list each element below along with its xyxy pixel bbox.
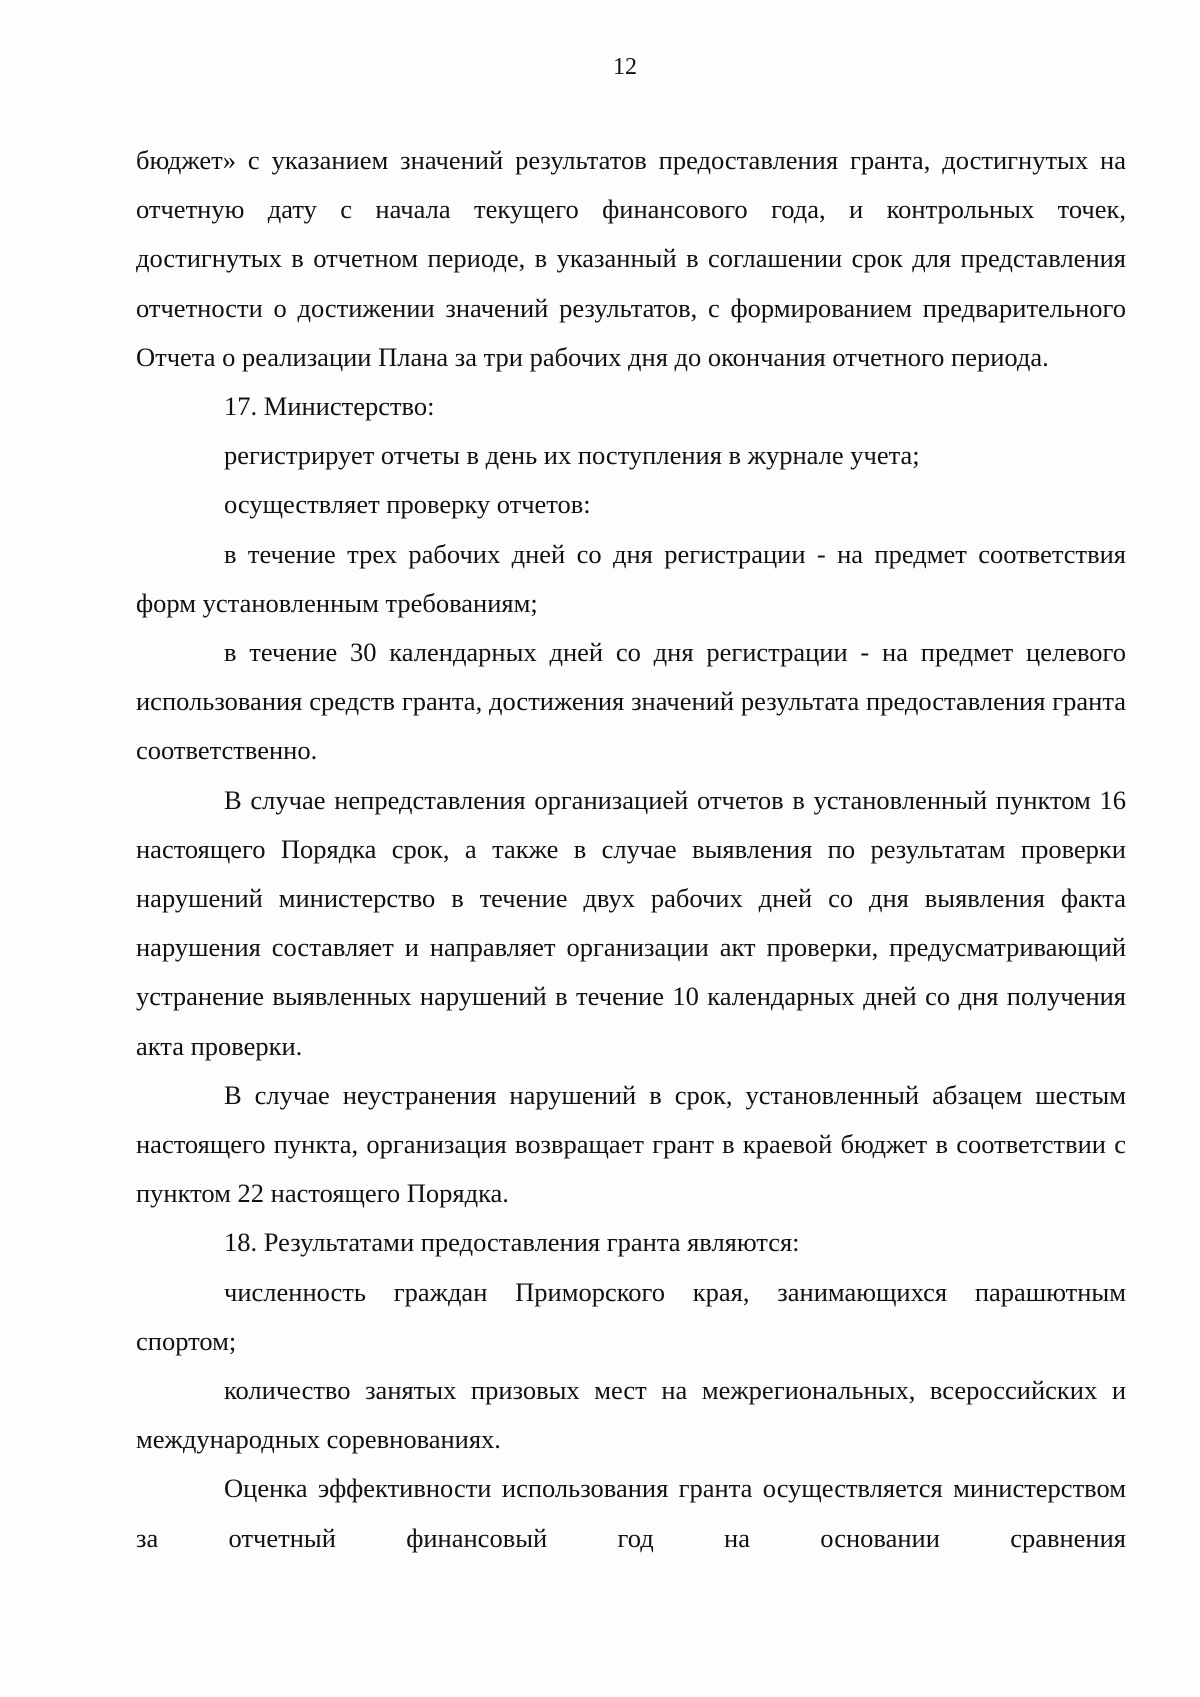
document-body bbox=[136, 136, 1126, 1563]
paragraph-continuation: бюджет» с указанием значений результатов предоставления гранта, достигнутых на отчетную дату с начала текущего финансового года, и контрольных точек, достигнутых в отчетном периоде, в указанный в соглашении срок для представления отчетности о достижении значений результатов, с формированием предварительного Отчета о реализации Плана за три рабочих дня до окончания отчетного периода. bbox=[136, 145, 1126, 372]
paragraph-17-heading: 17. Министерство: bbox=[224, 391, 435, 422]
page-number: 12 bbox=[613, 54, 637, 80]
paragraph-efficiency-assessment: Оценка эффективности использования гранта осуществляется министерством за отчетный финансовый год на основании сравнения bbox=[136, 1473, 1126, 1553]
paragraph-checks-reports: осуществляет проверку отчетов: bbox=[224, 489, 591, 520]
paragraph-thirty-days: в течение 30 календарных дней со дня регистрации - на предмет целевого использования средств гранта, достижения значений результата предоставления гранта соответственно. bbox=[136, 637, 1126, 766]
paragraph-three-days: в течение трех рабочих дней со дня регистрации - на предмет соответствия форм установленным требованиям; bbox=[136, 538, 1126, 618]
paragraph-18-heading: 18. Результатами предоставления гранта являются: bbox=[224, 1227, 800, 1258]
paragraph-non-submission: В случае непредставления организацией отчетов в установленный пунктом 16 настоящего Порядка срок, а также в случае выявления по результатам проверки нарушений министерство в течение двух рабочих дней со дня выявления факта нарушения составляет и направляет организации акт проверки, предусматривающий устранение выявленных нарушений в течение 10 календарных дней со дня получения акта проверки. bbox=[136, 784, 1126, 1061]
paragraph-registers-reports: регистрирует отчеты в день их поступления в журнале учета; bbox=[224, 440, 920, 471]
paragraph-prize-places: количество занятых призовых мест на межрегиональных, всероссийских и международных соревнованиях. bbox=[136, 1375, 1126, 1455]
paragraph-citizens-count: численность граждан Приморского края, занимающихся парашютным спортом; bbox=[136, 1276, 1126, 1356]
paragraph-non-elimination: В случае неустранения нарушений в срок, установленный абзацем шестым настоящего пункта, организация возвращает грант в краевой бюджет в соответствии с пунктом 22 настоящего Порядка. bbox=[136, 1079, 1126, 1209]
